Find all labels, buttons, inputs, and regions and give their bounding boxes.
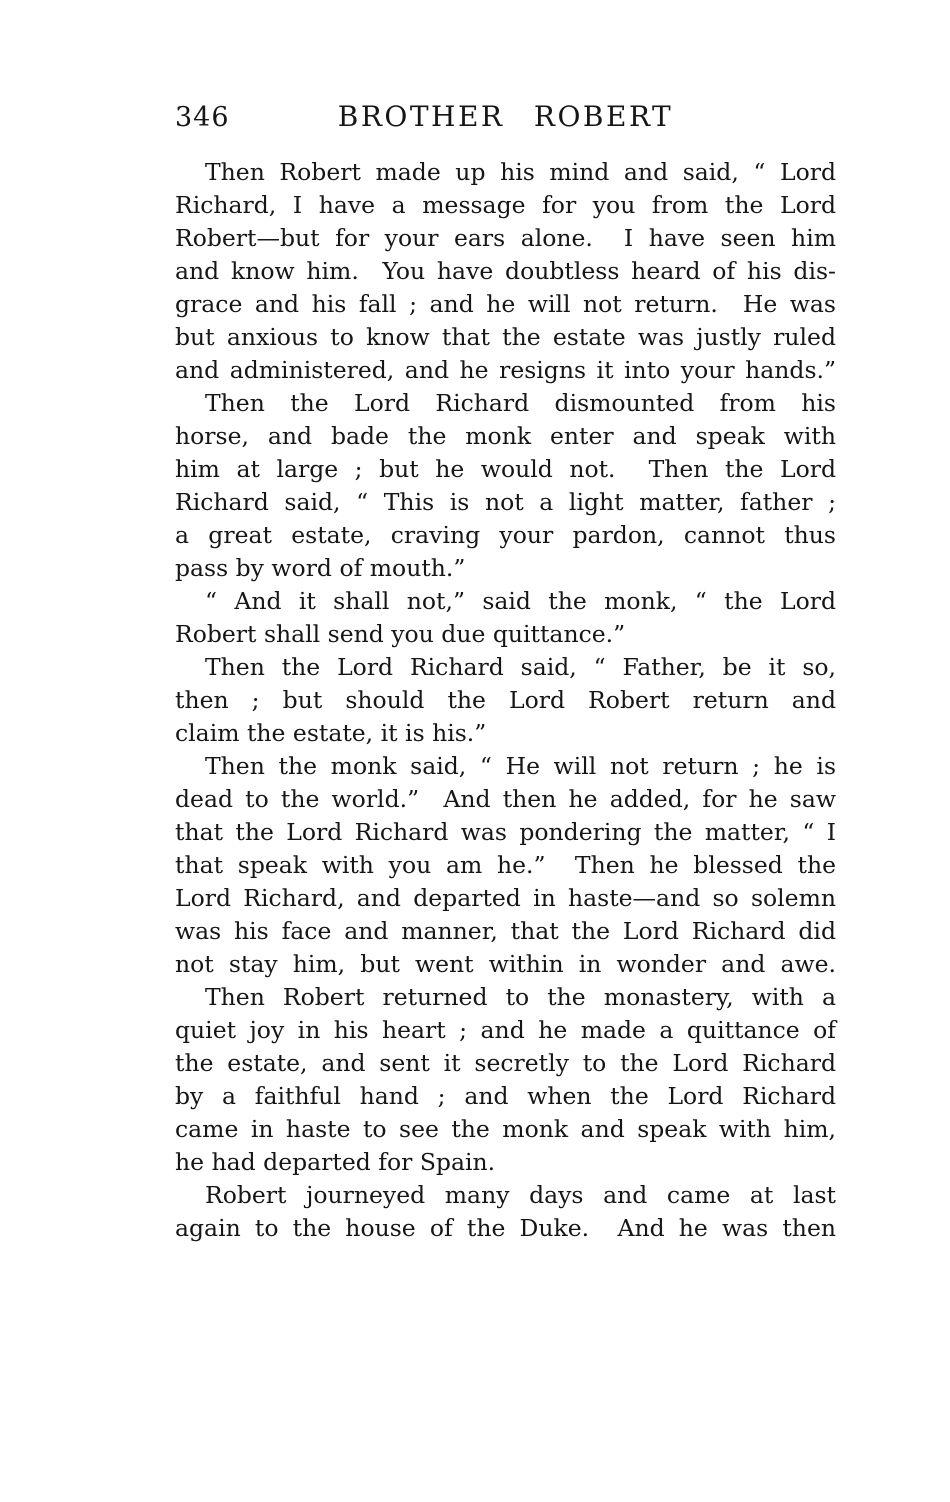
text-line: quiet joy in his heart ; and he made a quittance of xyxy=(175,1016,836,1044)
paragraph xyxy=(175,651,836,750)
text-line: the estate, and sent it secretly to the Lord Richard xyxy=(175,1049,836,1077)
text-line: but anxious to know that the estate was justly ruled xyxy=(175,323,836,351)
paragraph xyxy=(175,1179,836,1245)
text-line: Richard, I have a message for you from the Lord xyxy=(175,191,836,219)
text-line: “ And it shall not,” said the monk, “ the Lord xyxy=(205,587,836,615)
text-line: came in haste to see the monk and speak with him, xyxy=(175,1115,836,1143)
text-line: Then Robert returned to the monastery, with a xyxy=(205,983,836,1011)
text-line: Robert—but for your ears alone. I have seen him xyxy=(175,224,836,252)
text-line: that the Lord Richard was pondering the matter, “ I xyxy=(175,818,836,846)
text-line: he had departed for Spain. xyxy=(175,1148,496,1176)
text-line: that speak with you am he.” Then he blessed the xyxy=(175,851,836,879)
text-line: then ; but should the Lord Robert return and xyxy=(175,686,836,714)
page-number: 346 xyxy=(175,102,230,133)
text-line: and administered, and he resigns it into your hands.” xyxy=(175,356,836,384)
text-line: Richard said, “ This is not a light matter, father ; xyxy=(175,488,836,516)
text-line: not stay him, but went within in wonder and awe. xyxy=(175,950,836,978)
text-line: dead to the world.” And then he added, for he saw xyxy=(175,785,836,813)
text-line: Then the Lord Richard dismounted from his xyxy=(205,389,836,417)
text-line: pass by word of mouth.” xyxy=(175,554,466,582)
text-line: grace and his fall ; and he will not return. He was xyxy=(175,290,836,318)
text-line: claim the estate, it is his.” xyxy=(175,719,487,747)
text-line: Then Robert made up his mind and said, “ Lord xyxy=(205,158,836,186)
text-line: a great estate, craving your pardon, cannot thus xyxy=(175,521,836,549)
text-line: again to the house of the Duke. And he was then xyxy=(175,1214,836,1242)
text-line: him at large ; but he would not. Then the Lord xyxy=(175,455,836,483)
text-line: was his face and manner, that the Lord Richard did xyxy=(175,917,836,945)
text-line: Robert shall send you due quittance.” xyxy=(175,620,626,648)
paragraph xyxy=(175,981,836,1179)
paragraph xyxy=(175,387,836,585)
text-block xyxy=(175,156,836,1245)
text-line: Then the monk said, “ He will not return ; he is xyxy=(205,752,836,780)
text-line: horse, and bade the monk enter and speak with xyxy=(175,422,836,450)
text-line: and know him. You have doubtless heard of his dis- xyxy=(175,257,836,285)
page-header-row xyxy=(175,100,836,136)
paragraph xyxy=(175,585,836,651)
text-line: by a faithful hand ; and when the Lord Richard xyxy=(175,1082,836,1110)
text-line: Robert journeyed many days and came at last xyxy=(205,1181,836,1209)
text-line: Lord Richard, and departed in haste—and so solemn xyxy=(175,884,836,912)
paragraph xyxy=(175,750,836,981)
paragraph xyxy=(175,156,836,387)
running-header: BROTHER ROBERT xyxy=(337,100,674,133)
text-line: Then the Lord Richard said, “ Father, be it so, xyxy=(205,653,836,681)
